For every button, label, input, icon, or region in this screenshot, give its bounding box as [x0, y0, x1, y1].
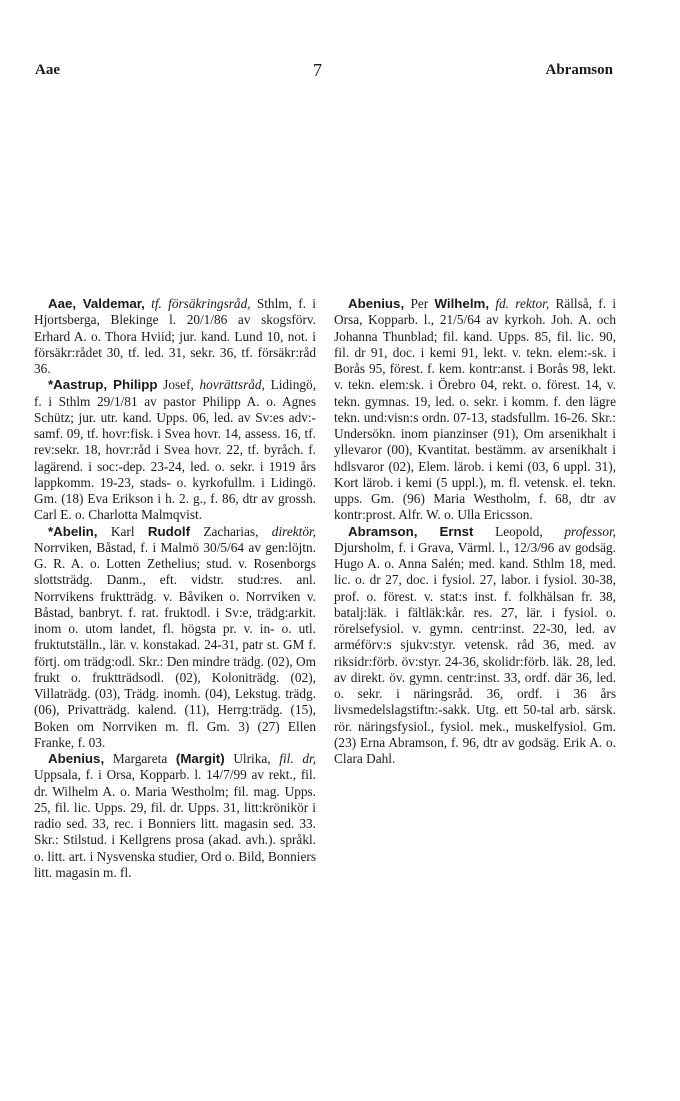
entry-name-bold: (Margit) — [175, 751, 225, 766]
column-right — [334, 296, 616, 767]
page-number: 7 — [313, 60, 322, 80]
entry-aastrup — [34, 377, 316, 523]
entry-name-pre: Per — [410, 296, 429, 311]
running-header-left: Aae — [35, 62, 60, 78]
entry-title: direktör, — [271, 523, 316, 539]
entry-title: professor, — [564, 523, 617, 539]
entry-name: *Aastrup, Philipp — [48, 377, 158, 393]
entry-name: Aae, Valdemar, — [48, 296, 145, 311]
entry-abenius-margit — [34, 751, 316, 881]
entry-name-pre: Margareta — [112, 751, 168, 766]
entry-text: Rällså, f. i Orsa, Kopparb. l., 21/5/64 av kyrkoh. Joh. A. och Johanna Thunblad; fil. kand. Upps. 85, fil. lic. 90, fil. dr 91, doc. i kemi 91, lekt. v. tekn. elem:-sk. i Borås 95, förest. f. kem. kontr:anst. i Borås 98, lekt. v. tekn. elem:sk. i Örebro 04, rekt. o. förest. 14, v. tekn. gymnas. 19, led. o. sekr. i komm. f. den lägre tekn. und:visn:s ordn. 07-13, stadsfullm. 16-26. Skr.: Undersökn. inom pianzinser (91), Om arsenikhalt i yllevaror (00), Kvantitat. bestämm. av arsenikhalt i hdlsvaror (02), Elem. lärob. i kemi (03, 6 uppl. 31), Kort lärob. i kemi (5 uppl.), m. fl. vetensk. el. tekn. upps. Gm. (96) Maria Westholm, f. 68, dtr av kontr:prost. Alfr. W. o. Ulla Ericsson. — [334, 296, 617, 523]
entry-title: fd. rektor, — [495, 296, 550, 311]
entry-text: Uppsala, f. i Orsa, Kopparb. l. 14/7/99 av rekt., fil. dr. Wilhelm A. o. Maria Westholm; fil. mag. Upps. 25, fil. lic. Upps. 29, fil. dr. Upps. 31, litt:krönikör i radio sed. 33, rec. i Bonniers litt. magasin sed. 33. Skr.: Stilstud. i Kellgrens prosa (akad. avh.). språkl. o. litt. art. i Nysvenska studier, Ord o. Bild, Bonniers litt. magasin m. fl. — [34, 767, 316, 880]
entry-name: *Abelin, — [48, 523, 98, 539]
entry-title: hovrättsråd, — [199, 377, 265, 393]
entry-name-extra: Zacharias, — [203, 523, 259, 539]
entry-name: Abenius, — [348, 296, 405, 311]
entry-name-bold: Wilhelm, — [434, 296, 490, 311]
entry-name-pre: Karl — [110, 523, 135, 539]
entry-aae — [34, 296, 316, 377]
entry-abelin — [34, 524, 316, 752]
entry-text: Sthlm, f. i Hjortsberga, Blekinge l. 20/1/86 av skogsförv. Erhard A. o. Thora Hviid; jur. kand. Lund 10, not. i försäkr:rådet 30, tf. led. 31, sekr. 36, tf. försäkr:råd 36. — [34, 296, 316, 376]
entry-abenius-wilhelm — [334, 296, 616, 524]
entry-name-extra: Josef, — [163, 377, 194, 393]
entry-text: Norrviken, Båstad, f. i Malmö 30/5/64 av gen:löjtn. G. R. A. o. Lotten Zethelius; stud. v. Rosenborgs slottsträdg. Danm., eft. vidstr. stud:res. anl. Norrvikens fruktträdg. v. Båviken o. Norrviken v. Båstad, banbryt. f. rat. fruktodl. i Sv:e, trädg:arkit. inom o. utom landet, fl. högsta pr. v. in- o. utl. fruktutställn., lär. v. konstakad. 24-31, patr st. GM f. förtj. om trädg:odl. Skr.: Den mindre trädg. (02), Om frukt o. fruktträdsodl. (02), Koloniträdg. (02), Villaträdg. (03), Trädg. inomh. (04), Lekstug. trädg. (06), Privatträdg. kalend. (11), Herrg:trädg. (15), Boken om Norrviken m. fl. Gm. 3) (27) Ellen Franke, f. 03. — [34, 539, 316, 750]
entry-name-extra: Leopold, — [495, 523, 543, 539]
column-left — [34, 296, 316, 881]
entry-name-extra: Ulrika, — [233, 751, 271, 766]
entry-name: Abenius, — [48, 751, 105, 766]
entry-text: Djursholm, f. i Grava, Värml. l., 12/3/96 av godsäg. Hugo A. o. Anna Salén; med. kand. Sthlm 18, med. lic. o. dr 27, doc. i fysiol. 27, labor. i fysiol. 30-38, prof. o. förest. v. stat:s inst. f. folkhälsan fr. 38, batalj:läk. i fältläk:kår. res. 27, lär. i fysiol. o. rörelsefysiol. v. gymn. centr:inst. 22-30, led. av arméförv:s sjukv:styr. vetensk. råd 36, med. av riksidr:förb. öv:styr. 24-36, skolidr:förb. läk. 28, led. av direkt. öv. gymn. centr:inst. 33, ordf. där 36, led. o. sekr. i näringsråd. 36, ordf. i 36 års livsmedelslagstiftn:-sakk. Utg. ett 50-tal arb. särsk. rör. näringsfysiol., fysiol. mek., muskelfysiol. Gm. (23) Erna Abramson, f. 96, dtr av godsäg. Erik A. o. Clara Dahl. — [334, 539, 616, 766]
entry-text: Lidingö, f. i Sthlm 29/1/81 av pastor Philipp A. o. Agnes Schütz; jur. utr. kand. Upps. 06, led. av Sv:es adv:-samf. 09, tf. hovr:fisk. i Svea hovr. 14, assess. 16, tf. rev:sekr. 18, hovr:råd i Svea hovr. 22, tf. byråch. f. lagärend. i soc:-dep. 23-24, led. o. sekr. i 1919 års lappkomm. 19-23, stads- o. kyrkofullm. i Lidingö. Gm. (18) Eva Erikson i h. 2. g., f. 86, dtr av grossh. Carl E. o. Charlotta Malmqvist. — [34, 377, 317, 523]
entry-name: Abramson, Ernst — [348, 523, 474, 539]
running-header-right: Abramson — [545, 62, 613, 78]
entry-title: fil. dr, — [279, 751, 317, 766]
entry-name-bold: Rudolf — [147, 523, 191, 539]
entry-title: tf. försäkringsråd, — [151, 296, 251, 311]
entry-abramson — [334, 524, 616, 768]
